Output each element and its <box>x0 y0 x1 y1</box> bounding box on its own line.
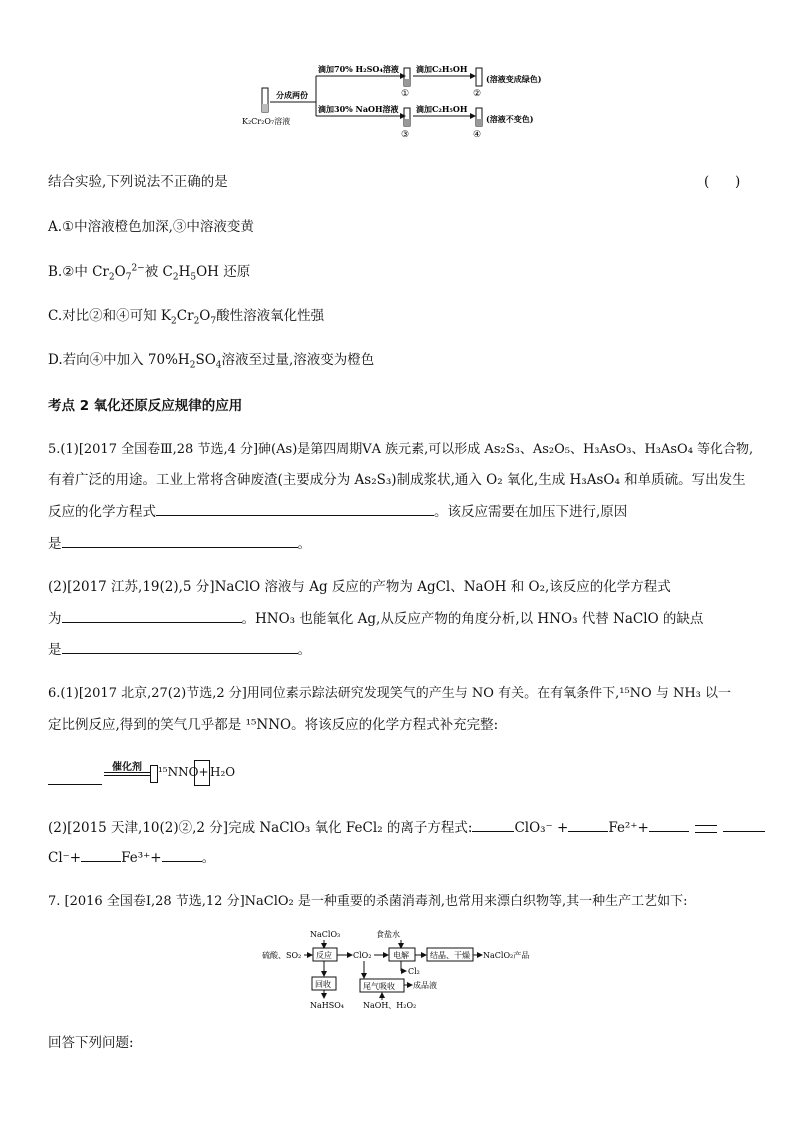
tube-1 <box>404 68 410 86</box>
section-title: 考点 2 氧化还原反应规律的应用 <box>48 398 243 414</box>
catalyst-label: 催化剂 <box>112 762 142 773</box>
q6-p2-line2: Cl⁻+ Fe³⁺+ 。 <box>48 847 215 868</box>
answer-blank[interactable] <box>156 501 434 516</box>
answer-blank[interactable] <box>81 847 121 862</box>
q5-p1-line3: 反应的化学方程式 。该反应需要在加压下进行,原因 <box>48 501 627 522</box>
result-top: (溶液变成绿色) <box>486 74 542 84</box>
answer-blank[interactable] <box>649 817 689 832</box>
q6-p2-line1: (2)[2015 天津,10(2)②,2 分]完成 NaClO₃ 氧化 FeCl₂ 的离子方程式: ClO₃⁻ + Fe²⁺+ <box>48 817 765 838</box>
input-salt-water: 食盐水 <box>376 930 400 939</box>
q6-p1-line1: 6.(1)[2017 北京,27(2)节选,2 分]用同位素示踪法研究发现笑气的产生与 NO 有关。在有氧条件下,¹⁵NO 与 NH₃ 以一 <box>48 686 732 701</box>
experiment-diagram <box>238 60 568 155</box>
q7-stem: 7. [2016 全国卷Ⅰ,28 节选,12 分]NaClO₂ 是一种重要的杀菌消毒剂,也常用来漂白织物等,其一种生产工艺如下: <box>48 894 688 909</box>
q6-p1-line2: 定比例反应,得到的笑气几乎都是 ¹⁵NNO。将该反应的化学方程式补充完整: <box>48 717 499 733</box>
reagent-label: K₂Cr₂O₇溶液 <box>242 117 291 126</box>
equation-line-top <box>104 772 150 773</box>
naoh-label: NaOH、H₂O₂ <box>363 1001 417 1010</box>
q5-p2-line3: 是 。 <box>48 639 311 660</box>
answer-blank[interactable] <box>723 817 765 832</box>
bottom-arrow2-label: 滴加C₂H₅OH <box>416 104 468 114</box>
tube-3 <box>404 108 410 126</box>
q5-p1-line4: 是 。 <box>48 533 311 554</box>
clo2-label: ClO₂ <box>353 951 372 960</box>
coefficient-box[interactable] <box>194 760 210 786</box>
q5-p2-line2: 为 。HNO₃ 也能氧化 Ag,从反应产物的角度分析,以 HNO₃ 代替 NaClO 的缺点 <box>48 608 703 629</box>
answer-bracket: ( ) <box>704 174 741 190</box>
answer-blank[interactable] <box>48 770 102 785</box>
svg-text:回收: 回收 <box>315 980 331 989</box>
tube-4 <box>476 108 482 126</box>
q5-p1-line2: 有着广泛的用途。工业上常将含砷废渣(主要成分为 As₂S₃)制成浆状,通入 O₂ 氧化,生成 H₃AsO₄ 和单质硫。写出发生 <box>48 472 746 488</box>
q4-option-b: B.②中 $Cr_2O_7^{2-}$被 $C_2H_5OH$ 还原 <box>48 263 251 283</box>
bottom-arrow1-label: 滴加30% NaOH溶液 <box>318 104 399 114</box>
q5-p2-line1: (2)[2017 江苏,19(2),5 分]NaClO 溶液与 Ag 反应的产物为 AgCl、NaOH 和 O₂,该反应的化学方程式 <box>48 579 671 595</box>
q4-option-a: A.①中溶液橙色加深,③中溶液变黄 <box>48 219 254 235</box>
svg-text:结晶、干燥: 结晶、干燥 <box>430 951 470 960</box>
product-15nno: ¹⁵NNO+ <box>158 765 209 779</box>
product-h2o: H₂O <box>210 765 236 779</box>
tube1-label: ① <box>401 89 410 99</box>
finished-liquid-label: 成品液 <box>413 981 437 990</box>
tube4-label: ④ <box>473 130 482 140</box>
answer-blank[interactable] <box>62 639 298 654</box>
source-test-tube <box>262 88 268 112</box>
top-arrow1-label: 滴加70% H₂SO₄溶液 <box>318 64 399 74</box>
q4-stem: 结合实验,下列说法不正确的是 <box>48 174 228 190</box>
split-label: 分成两份 <box>276 90 308 100</box>
coefficient-box[interactable] <box>150 765 158 783</box>
answer-prompt: 回答下列问题: <box>48 1035 134 1051</box>
svg-text:尾气吸收: 尾气吸收 <box>363 982 395 991</box>
result-bottom: (溶液不变色) <box>486 114 534 124</box>
process-flow-diagram <box>260 924 550 1010</box>
q4-option-d: D.若向④中加入 $70\%H_2SO_4$溶液至过量,溶液变为橙色 <box>48 352 375 371</box>
equation-line-bottom <box>104 775 150 776</box>
answer-blank[interactable] <box>472 817 514 832</box>
svg-text:反应: 反应 <box>316 951 332 960</box>
product-label: NaClO₂产品 <box>483 951 530 960</box>
q5-p1-line1: 5.(1)[2017 全国卷Ⅲ,28 节选,4 分]砷(As)是第四周期ⅤA 族元素,可以形成 As₂S₃、As₂O₅、H₃AsO₃、H₃AsO₄ 等化合物, <box>48 442 754 457</box>
top-arrow2-label: 滴加C₂H₅OH <box>416 64 468 74</box>
answer-blank[interactable] <box>568 817 608 832</box>
input-naclo3: NaClO₃ <box>310 930 341 939</box>
cl2-label: Cl₂ <box>408 967 420 976</box>
equals-sign <box>695 825 717 833</box>
svg-text:电解: 电解 <box>393 951 409 960</box>
answer-blank[interactable] <box>162 847 202 862</box>
nahso4-label: NaHSO₄ <box>310 1001 344 1010</box>
q4-option-c: C.对比②和④可知 $K_2Cr_2O_7$酸性溶液氧化性强 <box>48 308 325 327</box>
input-acid: 硫酸、SO₂ <box>262 951 302 960</box>
tube2-label: ② <box>473 89 482 99</box>
answer-blank[interactable] <box>62 608 242 623</box>
answer-blank[interactable] <box>62 533 298 548</box>
tube-2 <box>476 68 482 86</box>
tube3-label: ③ <box>401 130 410 140</box>
